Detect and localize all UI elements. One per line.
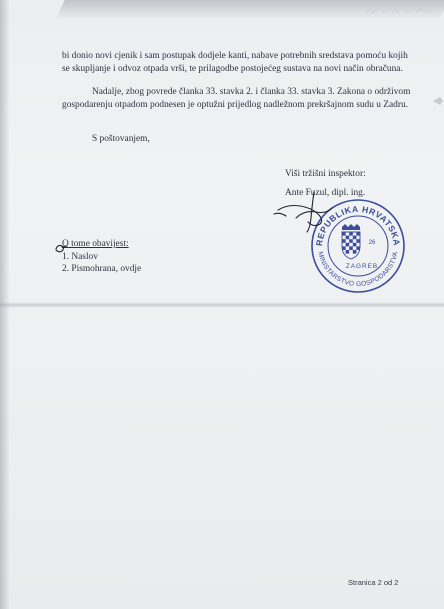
handwritten-signature xyxy=(268,188,348,238)
body-line: gospodarenju otpadom podnesen je optužni prijedlog nadležnom prekršajnom sudu u Zadru. xyxy=(62,99,409,110)
svg-text:REPUBLIKA HRVATSKA: REPUBLIKA HRVATSKA xyxy=(313,203,403,247)
notification-list xyxy=(62,238,141,276)
body-paragraph-1 xyxy=(62,50,408,75)
list-item: 2. Pismohrana, ovdje xyxy=(62,264,142,275)
pen-check-mark-icon xyxy=(54,243,68,255)
svg-text:ZAGREB: ZAGREB xyxy=(345,263,379,270)
body-line: bi donio novi cjenik i sam postupak dodjele kanti, nabave potrebnih sredstava pomoću kojih xyxy=(62,51,408,61)
body-line: Nadalje, zbog povrede članka 33. stavka 2. i članka 33. stavka 3. Zakona o održivom xyxy=(92,87,411,97)
faint-scan-mark xyxy=(364,6,434,16)
signatory-name: Ante Fuzul, dipl. ing. xyxy=(285,188,366,198)
svg-text:MINISTARSTVO GOSPODARSTVA: MINISTARSTVO GOSPODARSTVA xyxy=(316,250,400,289)
page-number: Stranica 2 od 2 xyxy=(348,578,399,587)
body-paragraph-2 xyxy=(62,86,410,111)
punch-hole-mark xyxy=(430,94,444,108)
svg-text:26: 26 xyxy=(368,240,376,246)
paper-fold-line xyxy=(0,302,444,308)
notification-header: O tome obavijest: xyxy=(62,239,129,249)
list-item: 1. Naslov xyxy=(62,251,98,262)
closing-salutation: S poštovanjem, xyxy=(92,134,150,144)
signatory-title: Viši tržišni inspektor: xyxy=(285,169,366,179)
body-line: se skupljanje i odvoz otpada vrši, te prilagodbe postojećeg sustava na novi način obračuna. xyxy=(62,63,403,74)
